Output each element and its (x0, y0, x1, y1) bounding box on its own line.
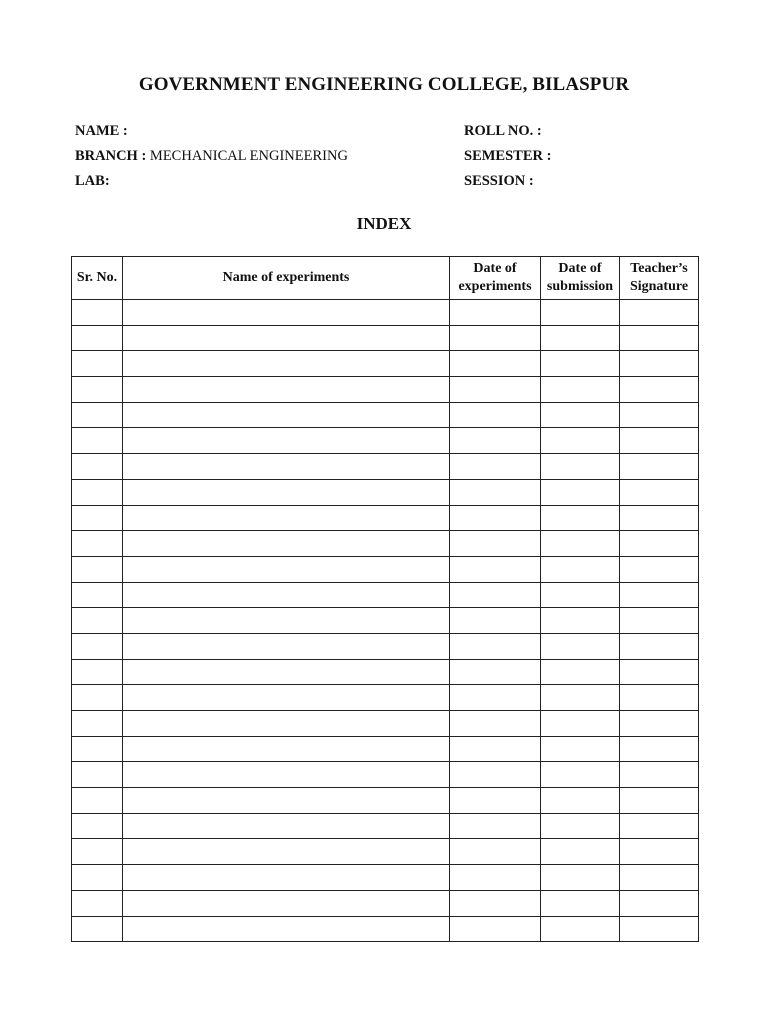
cell-teacher-signature (620, 890, 699, 916)
cell-date-of-submission (541, 505, 620, 531)
cell-teacher-signature (620, 608, 699, 634)
semester-label: SEMESTER : (464, 148, 552, 164)
header-date-sub-line1: Date of (558, 261, 602, 276)
cell-teacher-signature (620, 454, 699, 480)
cell-date-of-submission (541, 711, 620, 737)
table-row (72, 788, 699, 814)
cell-date-of-experiment (450, 839, 541, 865)
cell-teacher-signature (620, 865, 699, 891)
cell-teacher-signature (620, 916, 699, 942)
cell-experiment-name (123, 377, 450, 403)
cell-teacher-signature (620, 582, 699, 608)
cell-sr-no (72, 531, 123, 557)
table-row (72, 300, 699, 326)
header-sig-line1: Teacher’s (630, 261, 688, 276)
cell-experiment-name (123, 916, 450, 942)
cell-date-of-submission (541, 479, 620, 505)
cell-sr-no (72, 428, 123, 454)
cell-date-of-experiment (450, 454, 541, 480)
header-sig-line2: Signature (629, 279, 689, 294)
index-table (71, 256, 699, 942)
header-sr-no (72, 257, 123, 300)
header-date-of-submission (541, 257, 620, 300)
cell-date-of-submission (541, 865, 620, 891)
semester-field (464, 147, 551, 165)
cell-experiment-name (123, 633, 450, 659)
cell-date-of-submission (541, 531, 620, 557)
cell-sr-no (72, 582, 123, 608)
cell-date-of-submission (541, 608, 620, 634)
cell-experiment-name (123, 556, 450, 582)
cell-date-of-submission (541, 582, 620, 608)
cell-teacher-signature (620, 736, 699, 762)
lab-field (75, 172, 110, 190)
cell-experiment-name (123, 428, 450, 454)
cell-date-of-experiment (450, 428, 541, 454)
table-row (72, 402, 699, 428)
cell-date-of-submission (541, 300, 620, 326)
table-row (72, 865, 699, 891)
lab-label: LAB: (75, 173, 110, 189)
cell-teacher-signature (620, 377, 699, 403)
cell-experiment-name (123, 479, 450, 505)
cell-sr-no (72, 762, 123, 788)
cell-teacher-signature (620, 711, 699, 737)
cell-teacher-signature (620, 479, 699, 505)
cell-date-of-experiment (450, 325, 541, 351)
cell-teacher-signature (620, 813, 699, 839)
cell-teacher-signature (620, 685, 699, 711)
cell-date-of-submission (541, 351, 620, 377)
table-row (72, 454, 699, 480)
session-field (464, 172, 534, 190)
cell-date-of-experiment (450, 479, 541, 505)
cell-sr-no (72, 608, 123, 634)
cell-date-of-experiment (450, 916, 541, 942)
cell-date-of-experiment (450, 813, 541, 839)
index-heading: INDEX (356, 214, 412, 233)
cell-date-of-experiment (450, 865, 541, 891)
cell-date-of-submission (541, 839, 620, 865)
table-row (72, 428, 699, 454)
cell-date-of-experiment (450, 582, 541, 608)
cell-date-of-submission (541, 556, 620, 582)
header-date-exp-line2: experiments (458, 279, 532, 294)
cell-teacher-signature (620, 325, 699, 351)
cell-date-of-experiment (450, 659, 541, 685)
cell-date-of-submission (541, 762, 620, 788)
cell-experiment-name (123, 608, 450, 634)
cell-sr-no (72, 813, 123, 839)
cell-date-of-experiment (450, 505, 541, 531)
cell-experiment-name (123, 531, 450, 557)
cell-date-of-experiment (450, 531, 541, 557)
cell-date-of-submission (541, 402, 620, 428)
cell-date-of-experiment (450, 608, 541, 634)
cell-sr-no (72, 454, 123, 480)
header-experiment-name-text: Name of experiments (222, 270, 350, 285)
cell-sr-no (72, 479, 123, 505)
document-title: GOVERNMENT ENGINEERING COLLEGE, BILASPUR (138, 74, 630, 95)
cell-date-of-experiment (450, 402, 541, 428)
cell-teacher-signature (620, 659, 699, 685)
table-row (72, 325, 699, 351)
cell-teacher-signature (620, 762, 699, 788)
cell-teacher-signature (620, 633, 699, 659)
cell-sr-no (72, 402, 123, 428)
cell-experiment-name (123, 505, 450, 531)
cell-experiment-name (123, 839, 450, 865)
table-row (72, 839, 699, 865)
table-row (72, 762, 699, 788)
index-table-body (72, 300, 699, 942)
table-row (72, 377, 699, 403)
cell-sr-no (72, 839, 123, 865)
header-date-sub-line2: submission (546, 279, 614, 294)
session-label: SESSION : (464, 173, 534, 189)
cell-teacher-signature (620, 505, 699, 531)
cell-date-of-experiment (450, 556, 541, 582)
cell-sr-no (72, 659, 123, 685)
table-row (72, 685, 699, 711)
cell-date-of-experiment (450, 633, 541, 659)
table-row (72, 608, 699, 634)
header-experiment-name (123, 257, 450, 300)
cell-teacher-signature (620, 556, 699, 582)
cell-sr-no (72, 916, 123, 942)
cell-sr-no (72, 711, 123, 737)
cell-sr-no (72, 300, 123, 326)
table-row (72, 531, 699, 557)
cell-sr-no (72, 325, 123, 351)
branch-label: BRANCH : (75, 148, 147, 164)
table-row (72, 505, 699, 531)
header-date-exp-line1: Date of (473, 261, 517, 276)
cell-date-of-submission (541, 916, 620, 942)
cell-sr-no (72, 633, 123, 659)
roll-field (464, 122, 542, 140)
table-row (72, 890, 699, 916)
cell-sr-no (72, 351, 123, 377)
cell-date-of-submission (541, 788, 620, 814)
header-sr-no-text: Sr. No. (76, 270, 118, 285)
cell-teacher-signature (620, 531, 699, 557)
cell-date-of-submission (541, 377, 620, 403)
cell-date-of-experiment (450, 890, 541, 916)
table-row (72, 736, 699, 762)
cell-teacher-signature (620, 839, 699, 865)
cell-experiment-name (123, 865, 450, 891)
cell-date-of-experiment (450, 377, 541, 403)
table-row (72, 711, 699, 737)
cell-sr-no (72, 377, 123, 403)
cell-date-of-experiment (450, 762, 541, 788)
table-row (72, 659, 699, 685)
cell-sr-no (72, 505, 123, 531)
name-label: NAME : (75, 123, 128, 139)
cell-teacher-signature (620, 788, 699, 814)
cell-date-of-experiment (450, 788, 541, 814)
cell-date-of-submission (541, 736, 620, 762)
roll-label: ROLL NO. : (464, 123, 542, 139)
cell-experiment-name (123, 351, 450, 377)
cell-date-of-submission (541, 890, 620, 916)
cell-date-of-experiment (450, 685, 541, 711)
cell-sr-no (72, 556, 123, 582)
cell-date-of-experiment (450, 711, 541, 737)
cell-experiment-name (123, 813, 450, 839)
cell-experiment-name (123, 711, 450, 737)
table-row (72, 916, 699, 942)
cell-sr-no (72, 736, 123, 762)
table-row (72, 351, 699, 377)
cell-experiment-name (123, 325, 450, 351)
cell-date-of-submission (541, 633, 620, 659)
table-row (72, 556, 699, 582)
cell-experiment-name (123, 582, 450, 608)
cell-experiment-name (123, 788, 450, 814)
cell-experiment-name (123, 685, 450, 711)
header-date-of-experiments (450, 257, 541, 300)
cell-sr-no (72, 890, 123, 916)
cell-date-of-submission (541, 428, 620, 454)
cell-teacher-signature (620, 402, 699, 428)
cell-sr-no (72, 685, 123, 711)
cell-experiment-name (123, 454, 450, 480)
cell-teacher-signature (620, 351, 699, 377)
branch-field (75, 147, 348, 165)
cell-experiment-name (123, 659, 450, 685)
cell-experiment-name (123, 736, 450, 762)
cell-date-of-experiment (450, 351, 541, 377)
cell-date-of-submission (541, 325, 620, 351)
cell-teacher-signature (620, 300, 699, 326)
cell-date-of-submission (541, 813, 620, 839)
cell-experiment-name (123, 300, 450, 326)
cell-date-of-submission (541, 454, 620, 480)
cell-date-of-submission (541, 685, 620, 711)
header-teacher-signature (620, 257, 699, 300)
table-row (72, 582, 699, 608)
name-field (75, 122, 128, 140)
cell-date-of-experiment (450, 736, 541, 762)
cell-experiment-name (123, 402, 450, 428)
table-row (72, 813, 699, 839)
cell-experiment-name (123, 762, 450, 788)
cell-date-of-submission (541, 659, 620, 685)
table-row (72, 633, 699, 659)
cell-sr-no (72, 865, 123, 891)
cell-sr-no (72, 788, 123, 814)
cell-date-of-experiment (450, 300, 541, 326)
branch-value: MECHANICAL ENGINEERING (149, 148, 348, 164)
cell-experiment-name (123, 890, 450, 916)
table-header-row (72, 257, 699, 300)
cell-teacher-signature (620, 428, 699, 454)
table-row (72, 479, 699, 505)
